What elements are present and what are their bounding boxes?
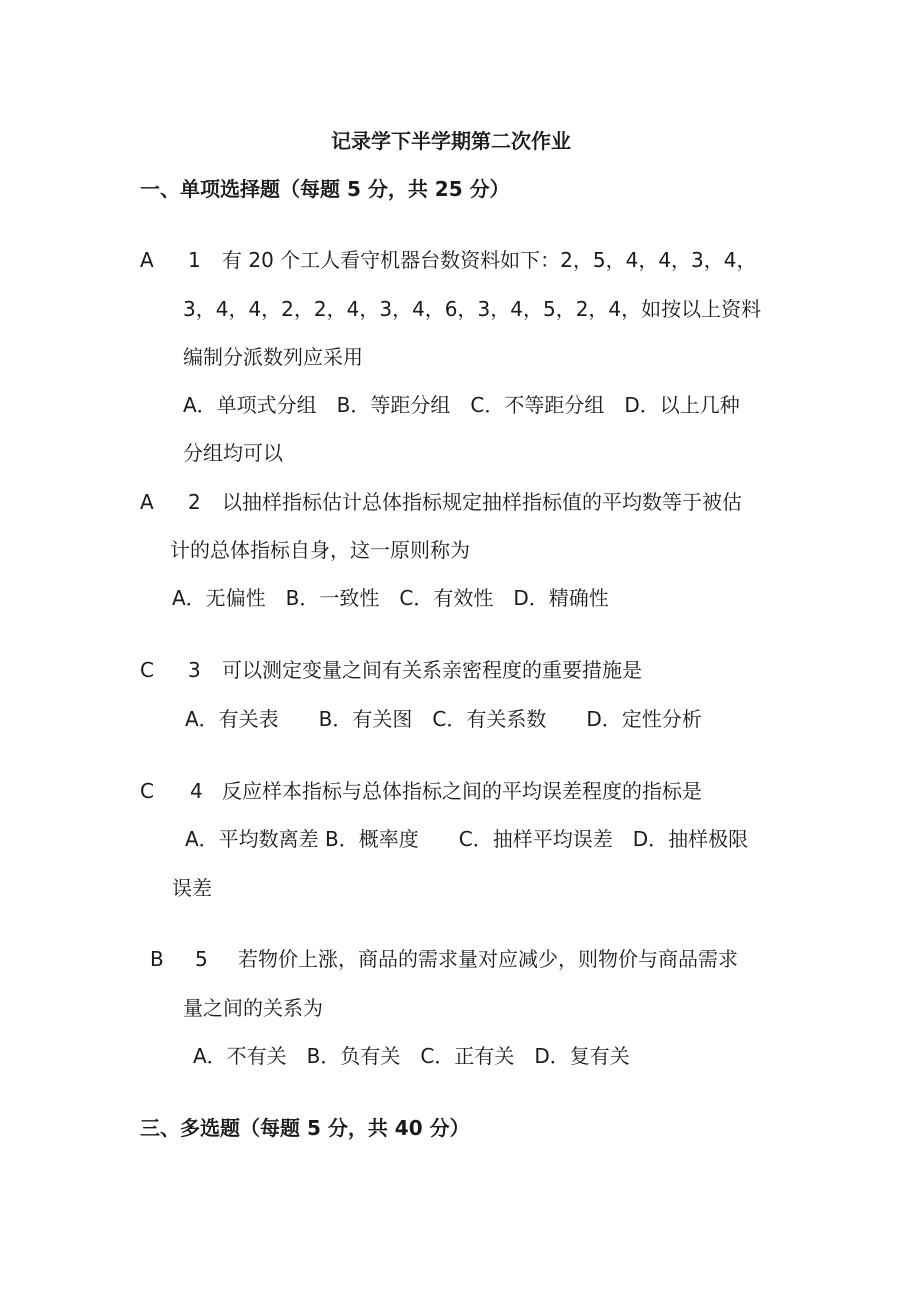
question-3-number: 3 [188,658,201,682]
question-2-answer: A [140,490,154,514]
question-3-options-line-1: A．有关表 B．有关图 C．有关系数 D．定性分析 [185,707,702,731]
question-3-answer: C [140,658,154,682]
question-1-options-line-1: A．单项式分组 B．等距分组 C．不等距分组 D．以上几种 [183,393,740,417]
question-2-stem-line-1: 以抽样指标估计总体指标规定抽样指标值的平均数等于被估 [222,490,742,514]
question-4-stem-line-1: 反应样本指标与总体指标之间的平均误差程度的指标是 [222,779,702,803]
question-2-options-line-1: A．无偏性 B．一致性 C．有效性 D．精确性 [172,586,609,610]
question-1-options-line-2: 分组均可以 [183,441,283,465]
question-4-answer: C [140,779,154,803]
question-4-options-line-1: A．平均数离差 B．概率度 C．抽样平均误差 D．抽样极限 [185,827,749,851]
question-5-stem-line-2: 量之间的关系为 [183,996,323,1020]
question-1-stem-line-1: 有 20 个工人看守机器台数资料如下：2，5，4，4，3，4， [222,248,757,272]
question-5-stem-line-1: 若物价上涨，商品的需求量对应减少，则物价与商品需求 [238,947,738,971]
question-4-number: 4 [190,779,203,803]
question-5-number: 5 [195,947,208,971]
question-2-stem-line-2: 计的总体指标自身，这一原则称为 [170,538,470,562]
question-1-stem-line-3: 编制分派数列应采用 [183,345,363,369]
page-title: 记录学下半学期第二次作业 [331,129,571,153]
question-3-stem-line-1: 可以测定变量之间有关系亲密程度的重要措施是 [222,658,642,682]
question-1-number: 1 [188,248,201,272]
question-2-number: 2 [188,490,201,514]
question-4-options-line-2: 误差 [172,876,212,900]
question-5-answer: B [150,947,164,971]
question-1-stem-line-2: 3，4，4，2，2，4，3，4，6，3，4，5，2，4，如按以上资料 [183,297,762,321]
question-1-answer: A [140,248,154,272]
section-heading-single-choice: 一、单项选择题（每题 5 分，共 25 分） [140,177,510,201]
section-heading-multiple-choice: 三、多选题（每题 5 分，共 40 分） [140,1116,470,1140]
question-5-options-line-1: A．不有关 B．负有关 C．正有关 D．复有关 [193,1044,630,1068]
